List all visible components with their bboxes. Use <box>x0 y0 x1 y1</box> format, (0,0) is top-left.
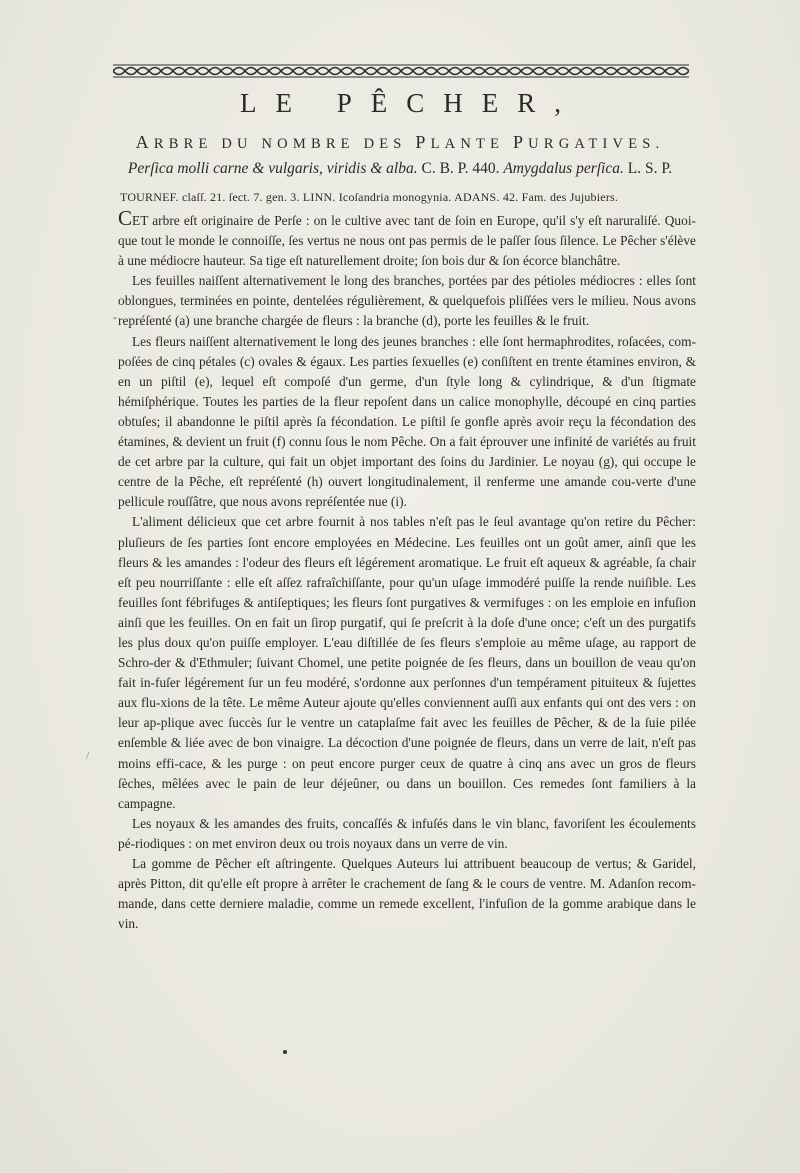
margin-mark: - <box>113 310 117 324</box>
page-title: LE PÊCHER, <box>239 88 580 118</box>
body-text <box>118 206 696 934</box>
subtitle-part: RBRE DU NOMBRE DES <box>153 136 416 152</box>
subtitle-part: P <box>415 132 431 152</box>
paragraph: L'aliment délicieux que cet arbre fournit à nos tables n'eſt pas le ſeul avantage qu'on retire du Pêcher: pluſieurs de ſes parties ſont encore employées en Médecine. Les feuilles ont un goût amer, ainſi que les fleurs & les amandes : l'odeur des fleurs eſt légérement aromatique. Le fruit eſt aqueux & agréable, ſa chair eſt peu nourriſſante : elle eſt aſſez rafraîchiſſante, pour qu'un uſage immodéré puiſſe la rende nuiſible. Les feuilles ſont fébrifuges & antiſeptiques; les fleurs ſont purgatives & vermifuges : on les emploie en infuſion ainſi que les feuilles. On en fait un ſirop purgatif, qui ſe preſcrit à la doſe d'une once; c'eſt un des purgatifs les plus doux qu'on puiſſe employer. L'eau diſtillée de ſes fleurs s'emploie au même uſage, au rapport de Schro-der & d'Ethmuler; ſuivant Chomel, une petite poignée de ſes fleurs, dans un bouillon de veau qu'on fait in-fuſer légérement ſur un feu modéré, s'ordonne aux perſonnes d'un tempérament pituiteux & ſujettes aux flu-xions de la tête. Le même Auteur ajoute qu'elles conviennent auſſi aux enfants qui ont des vers : on leur ap-plique avec ſuccès ſur le ventre un cataplaſme fait avec les feuilles de Pêcher, & de la ſuie pilée enſemble & liée avec de bon vinaigre. La décoction d'une poignée de fleurs, dans un verre de lait, n'eſt pas moins effi-cace, & les purge : on peut encore purger ceux de quatre à cinq ans avec un gros de fleurs ſèches, mêlées avec le pain de leur déjeûner, ou dans un bouillon. Ces remedes ſont familiers à la campagne. <box>118 514 696 811</box>
paragraph-text: ET arbre eſt originaire de Perſe : on le cultive avec tant de ſoin en Europe, qu'il s'y eſt naruraliſé. Quoi-que tout le monde le connoiſſe, ſes vertus ne nous ont pas permis de le paſſer ſous ſilence. Le Pêcher s'élève à une médiocre hauteur. Sa tige eſt naturellement droite; ſon bois dur & ſon écorce blanchâtre. <box>118 213 696 269</box>
decorative-ornament-band <box>113 64 689 78</box>
paragraph: Les fleurs naiſſent alternativement le long des jeunes branches : elle ſont hermaphrodites, roſacées, com-poſées de cinq pétales (c) ovales & égaux. Les parties ſexuelles (e) conſiſtent en trente étamines environ, & en un piſtil (e), lequel eſt compoſé d'un germe, d'un ſtyle long & cylindrique, & d'un ſtigmate hémiſphérique. Toutes les parties de la fleur repoſent dans un calice monophylle, découpé en cinq parties obtuſes; il abandonne le piſtil après ſa fécondation. Le piſtil ſe gonfle après avoir reçu la fécondation des étamines, & devient un fruit (f) connu ſous le nom Pêche. On a fait éprouver une infinité de variétés au fruit de cet arbre par la culture, qui fait un objet important des ſoins du Jardinier. Le noyau (g), qui occupe le centre de la Pêche, eſt repréſenté (h) ouvert longitudinalement, il renferme une amande cou-verte d'une pellicule rouſſâtre, que nous avons repréſentée nue (i). <box>118 333 696 510</box>
drop-cap: C <box>118 206 133 230</box>
paragraph: Les noyaux & les amandes des fruits, concaſſés & infuſés dans le vin blanc, favoriſent les écoulements pé-riodiques : on met environ deux ou trois noyaux dans un verre de vin. <box>118 815 696 851</box>
reference: C. B. P. 440. <box>417 160 504 177</box>
latin-name: Perſica molli carne & vulgaris, viridis & alba. <box>127 160 418 177</box>
reference: L. S. P. <box>623 160 673 177</box>
ink-spot <box>283 1050 287 1054</box>
botanical-names-line <box>0 160 800 178</box>
subtitle-part: P <box>512 132 529 152</box>
subtitle-part: LANTE <box>430 136 513 152</box>
paragraph: La gomme de Pêcher eſt aſtringente. Quelques Auteurs lui attribuent beaucoup de vertus; & Garidel, après Pitton, dit qu'elle eſt propre à arrêter le crachement de ſang & le cours de ventre. M. Adanſon recom-mande, dans cette derniere maladie, comme un remede excellent, l'infuſion de la gomme arabique dans le vin. <box>118 856 696 932</box>
paragraph <box>118 206 696 271</box>
classification-line: TOURNEF. claſſ. 21. ſect. 7. gen. 3. LINN. Icoſandria monogynia. ADANS. 42. Fam. des Jujubiers. <box>120 190 619 204</box>
subtitle-part: URGATIVES. <box>528 136 665 152</box>
latin-name: Amygdalus perſica. <box>503 160 624 177</box>
paragraph: Les feuilles naiſſent alternativement le long des branches, portées par des pétioles médiocres : elles ſont oblongues, terminées en pointe, dentelées régulièrement, & quelquefois pliſſées vers le milieu. Nous avons repréſenté (a) une branche chargée de fleurs : la branche (d), porte les feuilles & le fruit. <box>118 273 696 329</box>
subtitle-part: A <box>135 132 154 152</box>
margin-mark: / <box>86 748 90 762</box>
page-subtitle <box>0 132 800 153</box>
